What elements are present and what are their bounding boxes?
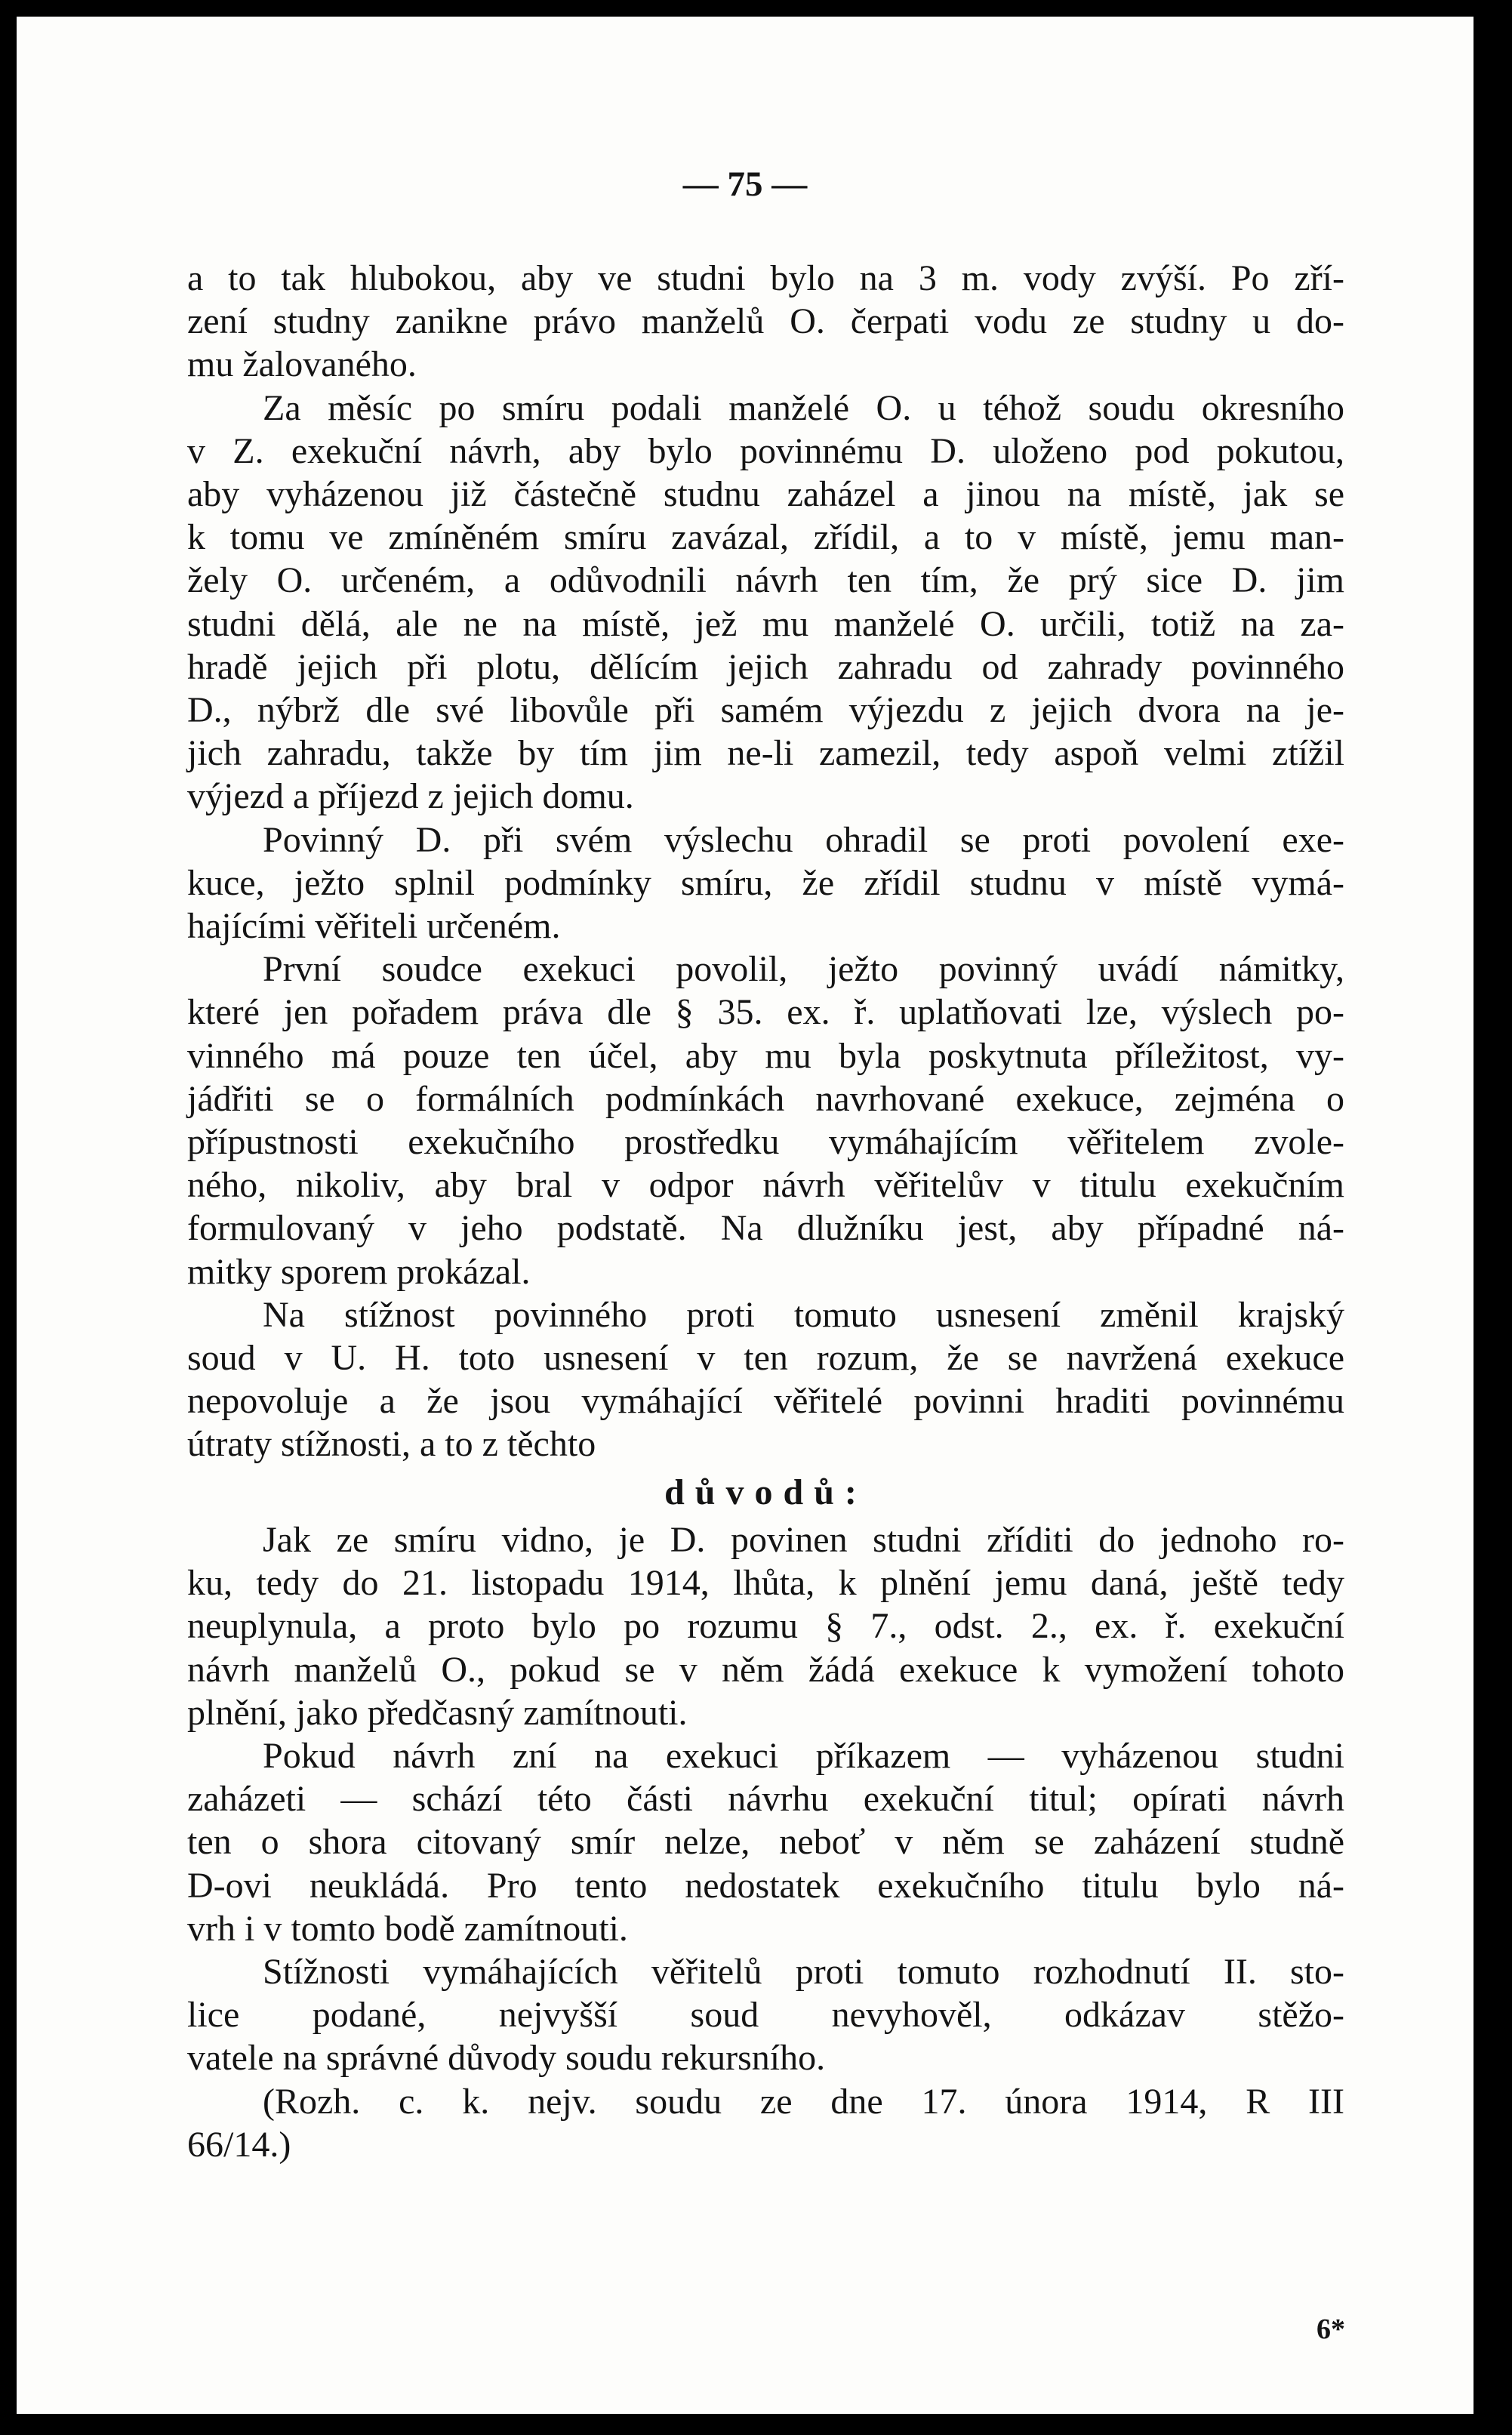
text-line: zení studny zanikne právo manželů O. čerpati vodu ze studny u do- [187,301,1344,342]
citation-line: 66/14.) [187,2124,291,2165]
text-line: lice podané, nejvyšší soud nevyhověl, odkázav stěžo- [187,1995,1344,2036]
text-line: neuplynula, a proto bylo po rozumu § 7., odst. 2., ex. ř. exekuční [187,1606,1344,1647]
text-line: k tomu ve zmíněném smíru zavázal, zřídil, a to v místě, jemu man- [187,517,1344,558]
body-text [187,257,1344,2166]
text-line: a to tak hlubokou, aby ve studni bylo na 3 m. vody zvýší. Po zří- [187,258,1344,298]
signature-mark: 6* [1316,2313,1345,2345]
text-line: hradě jejich při plotu, dělícím jejich zahradu od zahrady povinného [187,646,1344,687]
text-line: jich zahradu, takže by tím jim ne-li zamezil, tedy aspoň velmi ztížil [187,733,1344,774]
page-number: — 75 — [682,165,808,204]
text-line: hajícími věřiteli určeném. [187,906,561,947]
text-line: vinného má pouze ten účel, aby mu byla poskytnuta příležitost, vy- [187,1035,1344,1076]
text-line: plnění, jako předčasný zamítnouti. [187,1692,688,1733]
text-line: Povinný D. při svém výslechu ohradil se proti povolení exe- [263,819,1344,860]
text-line: Za měsíc po smíru podali manželé O. u téhož soudu okresního [263,387,1344,428]
text-line: v Z. exekuční návrh, aby bylo povinnému D. uloženo pod pokutou, [187,430,1344,471]
text-line: ku, tedy do 21. listopadu 1914, lhůta, k plnění jemu daná, ještě tedy [187,1563,1344,1604]
text-line: vatele na správné důvody soudu rekursního. [187,2038,826,2079]
text-line: aby vyházenou již částečně studnu zaházel a jinou na místě, jak se [187,474,1344,515]
text-line: návrh manželů O., pokud se v něm žádá exekuce k vymožení tohoto [187,1649,1344,1690]
text-line: ného, nikoliv, aby bral v odpor návrh věřitelův v titulu exekučním [187,1165,1344,1206]
document-page [17,17,1474,2414]
text-line: První soudce exekuci povolil, ježto povinný uvádí námitky, [263,949,1344,990]
text-line: zaházeti — schází této části návrhu exekuční titul; opírati návrh [187,1779,1344,1820]
text-line: mitky sporem prokázal. [187,1251,531,1292]
text-line: Pokud návrh zní na exekuci příkazem — vyházenou studni [263,1735,1344,1776]
text-line: žely O. určeném, a odůvodnili návrh ten tím, že prý sice D. jim [187,560,1344,601]
text-line: studni dělá, ale ne na místě, jež mu manželé O. určili, totiž na za- [187,603,1344,644]
text-line: kuce, ježto splnil podmínky smíru, že zřídil studnu v místě vymá- [187,862,1344,903]
text-line: vrh i v tomto bodě zamítnouti. [187,1908,628,1949]
text-line: Na stížnost povinného proti tomuto usnesení změnil krajský [263,1294,1344,1335]
text-line: přípustnosti exekučního prostředku vymáhajícím věřitelem zvole- [187,1122,1344,1163]
text-line: ten o shora citovaný smír nelze, neboť v něm se zaházení studně [187,1822,1344,1863]
text-line: výjezd a příjezd z jejich domu. [187,776,634,817]
text-line: soud v U. H. toto usnesení v ten rozum, že se navržená exekuce [187,1338,1344,1379]
text-line: D-ovi neukládá. Pro tento nedostatek exekučního titulu bylo ná- [187,1865,1344,1906]
text-line: které jen pořadem práva dle § 35. ex. ř. uplatňovati lze, výslech po- [187,992,1344,1033]
text-line: formulovaný v jeho podstatě. Na dlužníku jest, aby případné ná- [187,1208,1344,1249]
text-line: Jak ze smíru vidno, je D. povinen studni zříditi do jednoho ro- [263,1519,1344,1560]
text-line: nepovoluje a že jsou vymáhající věřitelé povinni hraditi povinnému [187,1381,1344,1422]
text-line: mu žalovaného. [187,344,417,385]
citation-line: (Rozh. c. k. nejv. soudu ze dne 17. února 1914, R III [263,2081,1344,2122]
text-line: útraty stížnosti, a to z těchto [187,1424,596,1465]
text-line: D., nýbrž dle své libovůle při samém výjezdu z jejich dvora na je- [187,690,1344,731]
text-line: jádřiti se o formálních podmínkách navrhované exekuce, zejména o [187,1078,1344,1119]
section-heading: důvodů: [664,1472,867,1512]
text-line: Stížnosti vymáhajících věřitelů proti tomuto rozhodnutí II. sto- [263,1951,1344,1992]
